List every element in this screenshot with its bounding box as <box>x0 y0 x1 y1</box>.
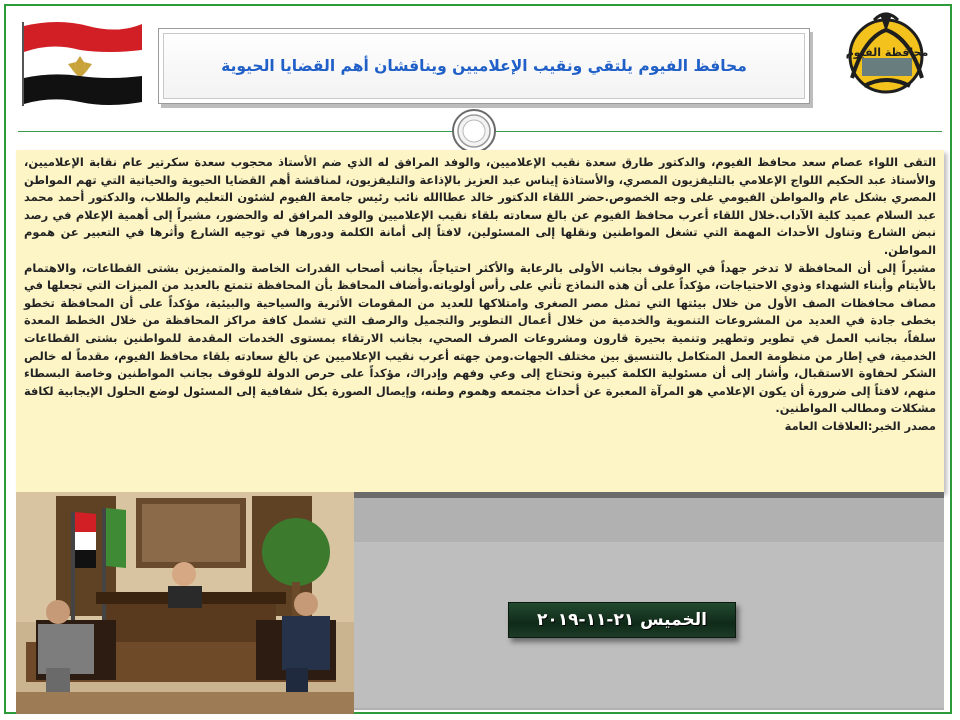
title-banner <box>158 28 810 104</box>
article-paragraph-1: التقى اللواء عصام سعد محافظ الفيوم، والدكتور طارق سعدة نقيب الإعلاميين، والوفد المرافق له الذي ضم الأستاذ محجوب سعدة سكرتير عام نقابة الإعلاميين، والأستاذ عبد الحكيم اللواج الإعلامي بالتليفزيون المصري، والأستاذة إيناس عبد العزيز بالإذاعة والتليفزيون، لمناقشة أهم القضايا الحيوية والحياتية التي تهم المواطن المصري بشكل عام والمواطن الفيومي على وجه الخصوص.حضر اللقاء الدكتور خالد عطاالله نائب رئيس جامعة الفيوم لشئون التعليم والطلاب، والدكتور أحمد محمد عبد السلام عميد كلية الآداب.خلال اللقاء أعرب محافظ الفيوم عن بالغ سعادته بلقاء نقيب الإعلاميين والوفد المرافق له والحضور، مشيراً إلى أهمية الإعلام في رصد نبض الشارع وتناول الأحداث المهمة التي تشغل المواطنين ونقلها إلى المسئولين، لافتاً إلى أمانة الكلمة ودورها في توجيه الشارع وأثرها في التعبير عن هموم المواطن. <box>24 155 936 257</box>
meeting-photo <box>16 492 354 714</box>
fayoum-logo <box>834 8 944 104</box>
article-paragraph-2: مشيراً إلى أن المحافظة لا تدخر جهداً في الوقوف بجانب الأولى بالرعاية والأكثر احتياجاً، بجانب أصحاب القدرات الخاصة والمتميزين بشتى القطاعات، والاهتمام بالأيتام وأبناء الشهداء وذوي الاحتياجات، مؤكداً على أن هذه النماذج تأتي على رأس أولوياته.وأضاف المحافظ بأن المحافظة تتمتع بالعديد من الميزات التي تجعلها في مصاف محافظات الصف الأول من خلال بيئتها التي تمثل مصر الصغرى وامتلاكها للعديد من المقومات الأثرية والسياحية والبيئية، مؤكداً على أن المحافظة تخطو بخطى جادة في العديد من المشروعات التنموية والخدمية من خلال أعمال التطوير والتجميل والرصف التي تشمل كافة مراكز المحافظة من خلال الخطط المعدة سلفاً، بجانب العمل في تطوير وتطهير وتنمية بحيرة قارون ومشروعات الصرف الصحي، بجانب الارتقاء بمستوى الخدمات المقدمة للمواطنين بشتى القطاعات الخدمية، في إطار من منظومة العمل المتكامل بالتنسيق بين مختلف الجهات.ومن جهته أعرب نقيب الإعلاميين عن بالغ سعادته بلقاء محافظ الفيوم، مقدماً له خالص الشكر لحفاوة الاستقبال، وأشار إلى أن مسئولية الكلمة كبيرة وتحتاج إلى وعي وفهم وإدراك، مؤكداً على حرص الدولة للوقوف بجانب المواطنين وخاصة البسطاء منهم، لافتاً إلى ضرورة أن يكون الإعلامي هو المرآة المعبرة عن أحداث مجتمعه وهموم وطنه، وإيصال الصورة بكل شفافية إلى المسئول لوضع الحلول الإيجابية لكافة مشكلات ومطالب المواطنين. <box>24 260 936 416</box>
date-text: الخميس ٢١-١١-٢٠١٩ <box>537 610 707 630</box>
divider-ornament-icon <box>451 108 497 154</box>
article-body <box>16 150 944 492</box>
article-source: مصدر الخبر:العلاقات العامة <box>784 418 936 433</box>
egypt-flag-icon <box>18 16 144 106</box>
page-title: محافظ الفيوم يلتقي ونقيب الإعلاميين ويناقشان أهم القضايا الحيوية <box>221 57 747 75</box>
right-gray-panel <box>354 492 944 710</box>
logo-text: محافظة الفيوم <box>845 46 929 59</box>
date-badge <box>508 602 736 638</box>
